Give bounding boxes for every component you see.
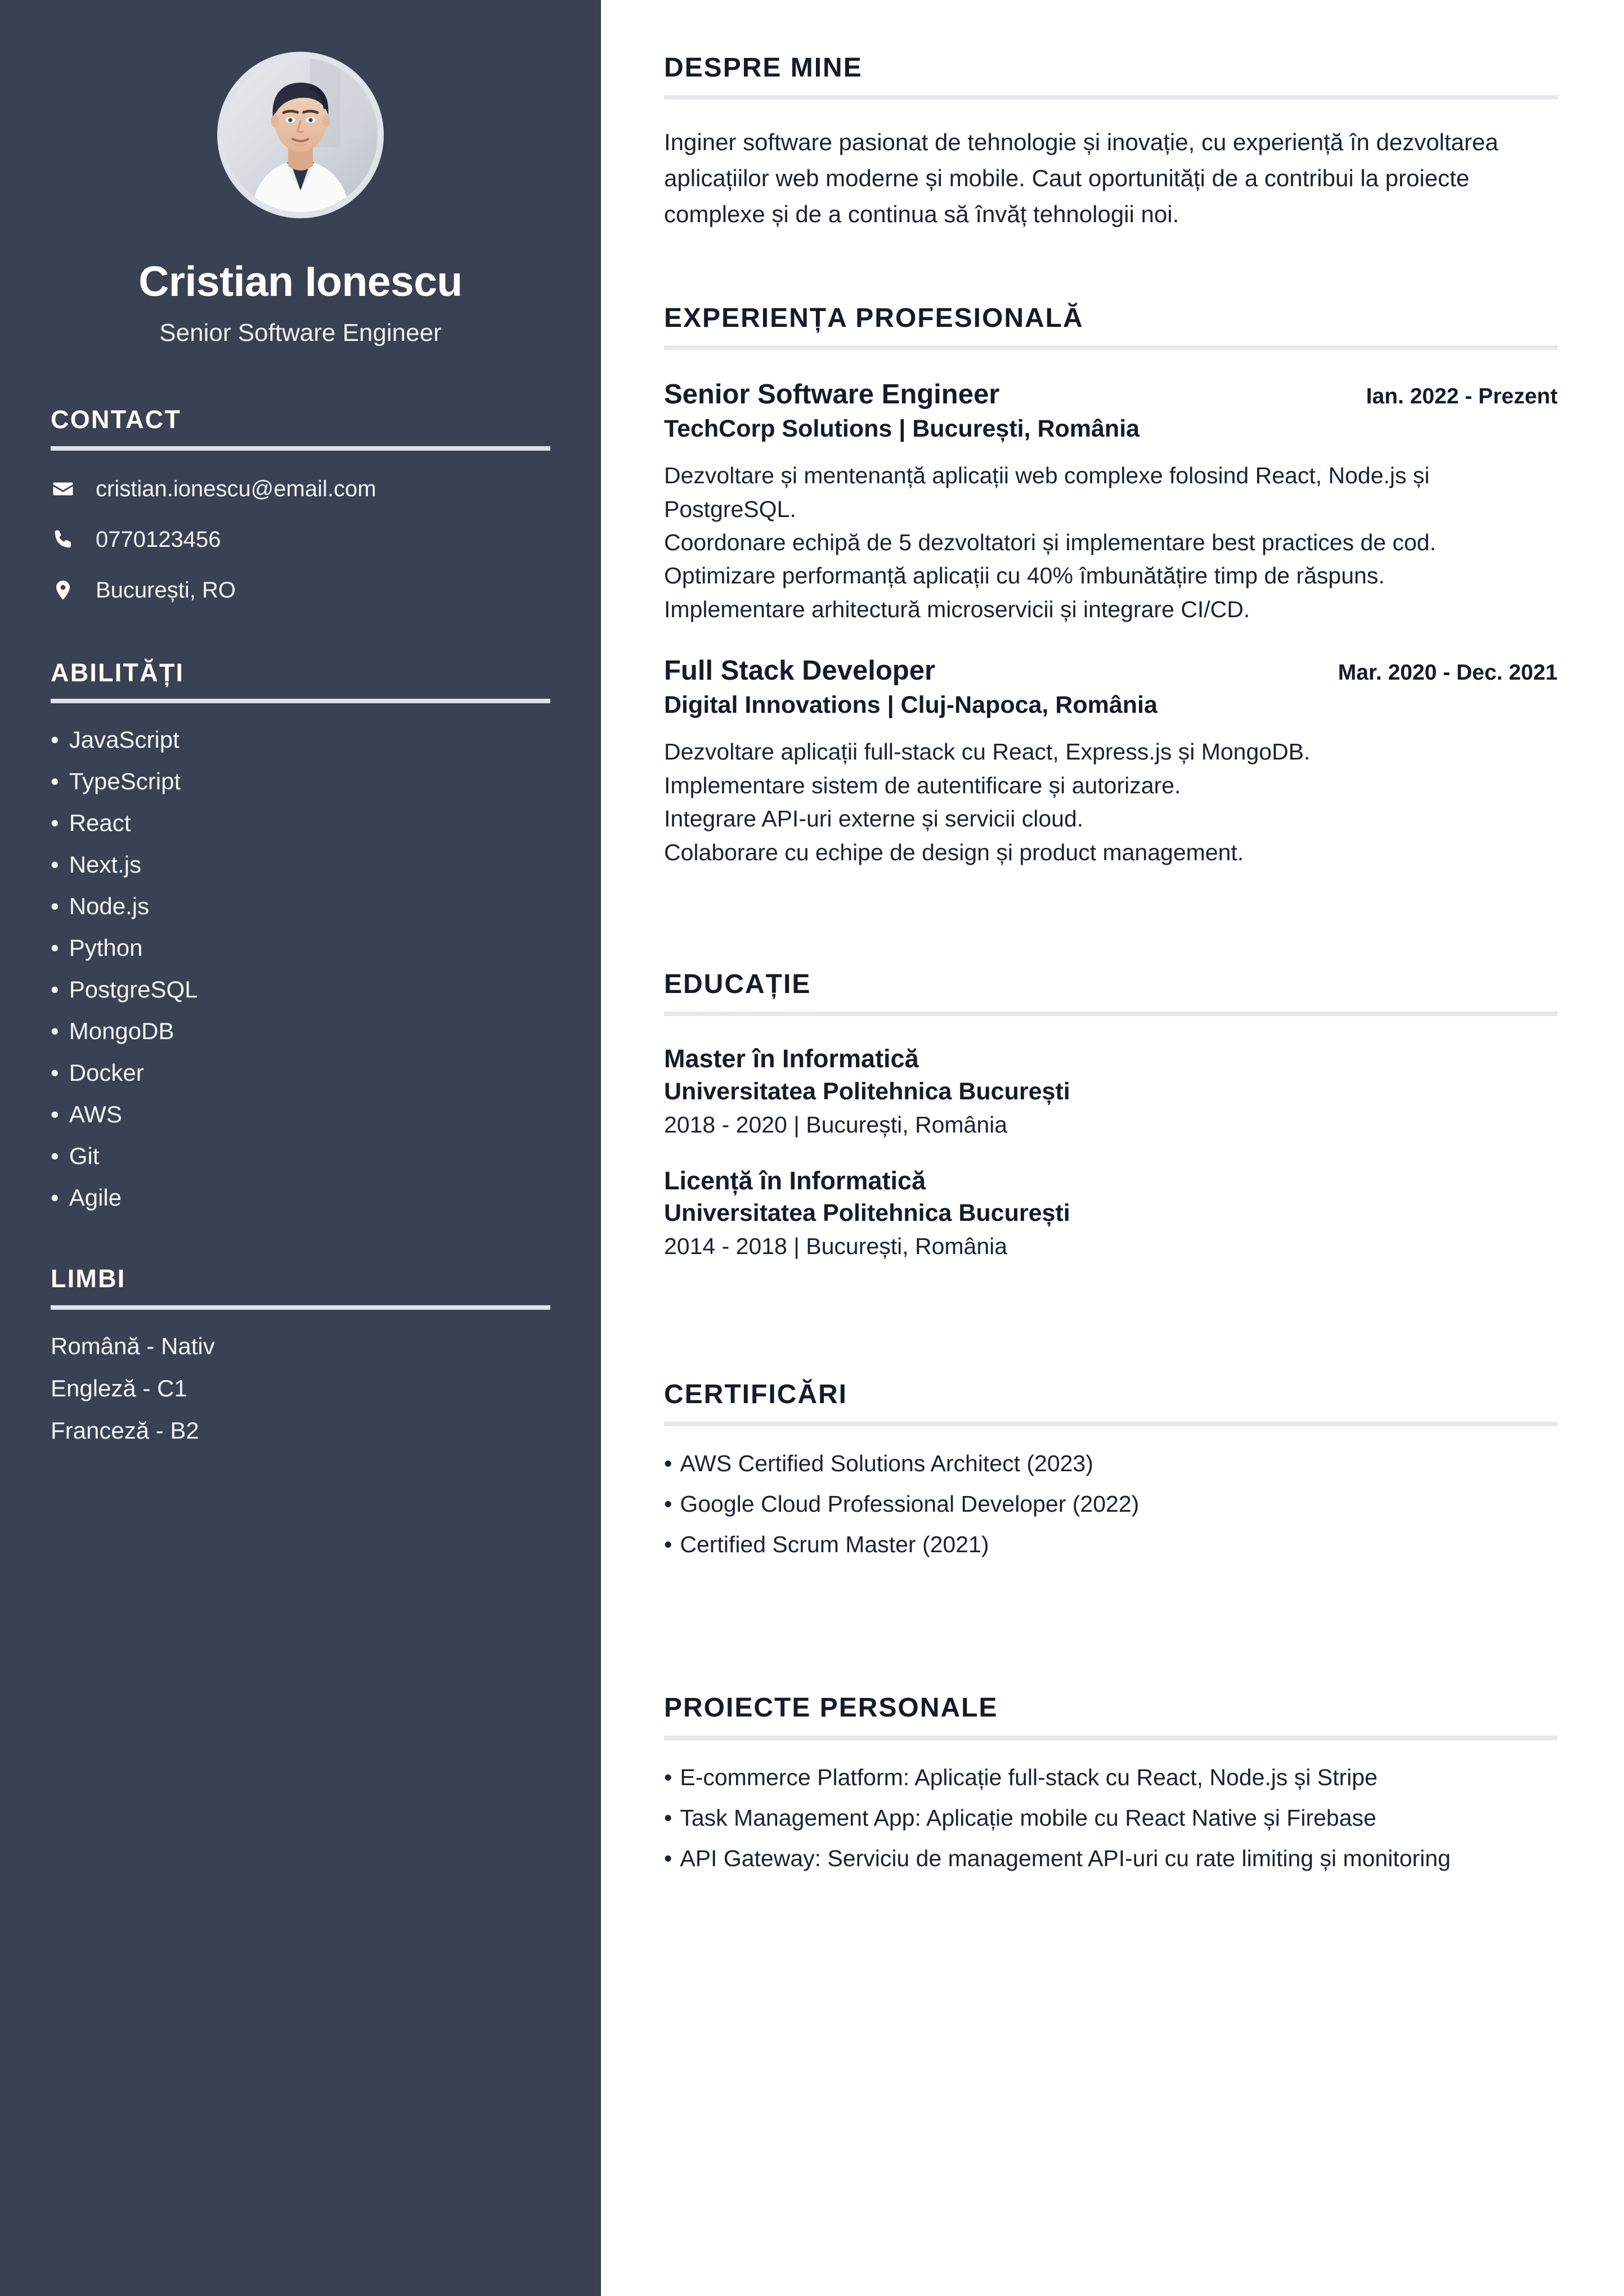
bullet-glyph: • <box>664 1764 672 1790</box>
about-text: Inginer software pasionat de tehnologie și inovație, cu experiență în dezvoltarea aplicațiilor web moderne și mobile. Caut oportunități de a contribui la proiecte complexe și de a continua să învăț tehnologii noi. <box>664 129 1499 228</box>
experience-entry <box>664 379 1558 626</box>
list-item <box>664 1533 1558 1556</box>
skill-label: Node.js <box>69 893 150 919</box>
certifications-section <box>664 1381 1558 1556</box>
about-heading: DESPRE MINE <box>664 53 863 83</box>
list-item <box>664 1804 1558 1831</box>
experience-section <box>664 304 1558 869</box>
list-item <box>51 811 550 835</box>
education-heading: EDUCAȚIE <box>664 969 811 999</box>
job-description-line: Implementare sistem de autentificare și autorizare. <box>664 772 1181 798</box>
projects-section <box>664 1694 1558 1870</box>
languages-list <box>51 1332 550 1444</box>
skills-list <box>51 728 550 1210</box>
list-item-label: API Gateway: Serviciu de management API-uri cu rate limiting și monitoring <box>680 1845 1451 1871</box>
job-title: Senior Software Engineer <box>664 379 1000 410</box>
job-description-line: Dezvoltare aplicații full-stack cu React, Express.js și MongoDB. <box>664 739 1311 765</box>
bullet-glyph: • <box>51 976 59 1003</box>
list-item-label: Google Cloud Professional Developer (2022) <box>680 1491 1140 1517</box>
job-title: Full Stack Developer <box>664 655 936 686</box>
bullet-glyph: • <box>51 934 59 961</box>
job-role-subtitle: Senior Software Engineer <box>159 319 442 347</box>
experience-entry <box>664 655 1558 869</box>
list-item <box>51 853 550 877</box>
skill-label: Next.js <box>69 851 142 878</box>
contact-location-value: București, RO <box>96 577 236 603</box>
education-meta: 2014 - 2018 | București, România <box>664 1233 1008 1260</box>
experience-list <box>664 379 1558 869</box>
experience-heading: EXPERIENȚA PROFESIONALĂ <box>664 303 1084 333</box>
list-item-label: E-commerce Platform: Aplicație full-stack cu React, Node.js și Stripe <box>680 1764 1378 1790</box>
list-item <box>664 1847 1558 1870</box>
bullet-glyph: • <box>51 810 59 836</box>
experience-entry-header <box>664 379 1558 410</box>
bullet-glyph: • <box>51 1101 59 1127</box>
spacer <box>664 1260 1558 1381</box>
list-item <box>51 936 550 960</box>
skills-divider <box>51 699 550 703</box>
skills-section <box>51 659 550 1210</box>
bullet-glyph: • <box>51 1184 59 1211</box>
job-description-line: Dezvoltare și mentenanță aplicații web complexe folosind React, Node.js și PostgreSQL. <box>664 462 1430 522</box>
spacer <box>664 232 1558 304</box>
about-divider <box>664 95 1558 100</box>
list-item: Franceză - B2 <box>51 1417 199 1444</box>
list-item: Română - Nativ <box>51 1332 215 1359</box>
skill-label: React <box>69 810 131 836</box>
bullet-glyph: • <box>664 1450 672 1477</box>
education-entry <box>664 1166 1558 1260</box>
projects-divider <box>664 1736 1558 1740</box>
list-item-label: AWS Certified Solutions Architect (2023) <box>680 1450 1093 1477</box>
portrait-photo-icon <box>223 58 378 212</box>
job-dates: Ian. 2022 - Prezent <box>1366 384 1558 409</box>
education-school: Universitatea Politehnica București <box>664 1199 1070 1227</box>
main-content <box>601 0 1624 2296</box>
education-list <box>664 1044 1558 1260</box>
sidebar <box>0 0 601 2296</box>
skill-label: Git <box>69 1143 100 1169</box>
bullet-glyph: • <box>664 1845 672 1871</box>
job-description <box>664 735 1558 869</box>
certifications-heading: CERTIFICĂRI <box>664 1379 847 1409</box>
contact-section <box>51 406 550 604</box>
list-item <box>51 770 550 793</box>
list-item-label: Task Management App: Aplicație mobile cu React Native și Firebase <box>680 1804 1376 1831</box>
projects-list <box>664 1766 1558 1870</box>
avatar <box>217 52 384 218</box>
education-divider <box>664 1012 1558 1016</box>
contact-location[interactable] <box>51 577 550 604</box>
education-degree: Master în Informatică <box>664 1044 919 1073</box>
contact-phone[interactable] <box>51 526 550 553</box>
list-item <box>51 1061 550 1085</box>
page-title: Cristian Ionescu <box>138 258 463 305</box>
list-item-label: Certified Scrum Master (2021) <box>680 1531 989 1558</box>
skill-label: Python <box>69 934 143 961</box>
job-company: Digital Innovations | Cluj-Napoca, România <box>664 691 1158 719</box>
list-item <box>664 1452 1558 1475</box>
job-description <box>664 459 1558 626</box>
contact-divider <box>51 446 550 451</box>
skill-label: MongoDB <box>69 1018 174 1044</box>
skills-heading: ABILITĂȚI <box>51 658 185 687</box>
envelope-icon <box>51 478 75 500</box>
avatar-container <box>51 52 550 218</box>
education-section <box>664 970 1558 1260</box>
experience-divider <box>664 345 1558 350</box>
list-item: Engleză - C1 <box>51 1374 187 1401</box>
contact-phone-value: 0770123456 <box>96 527 221 552</box>
bullet-glyph: • <box>51 1143 59 1169</box>
job-description-line: Optimizare performanță aplicații cu 40% îmbunătățire timp de răspuns. <box>664 563 1385 589</box>
bullet-glyph: • <box>51 851 59 878</box>
languages-heading: LIMBI <box>51 1264 126 1293</box>
certifications-list <box>664 1452 1558 1556</box>
certifications-divider <box>664 1422 1558 1426</box>
bullet-glyph: • <box>51 768 59 794</box>
list-item <box>664 1493 1558 1516</box>
education-meta: 2018 - 2020 | București, România <box>664 1111 1008 1138</box>
projects-heading: PROIECTE PERSONALE <box>664 1693 998 1723</box>
list-item <box>51 978 550 1001</box>
education-degree: Licență în Informatică <box>664 1166 926 1196</box>
bullet-glyph: • <box>664 1531 672 1558</box>
bullet-glyph: • <box>664 1491 672 1517</box>
list-item <box>664 1766 1558 1789</box>
job-description-line: Coordonare echipă de 5 dezvoltatori și implementare best practices de cod. <box>664 529 1436 556</box>
contact-heading: CONTACT <box>51 405 182 434</box>
spacer <box>664 869 1558 970</box>
bullet-glyph: • <box>51 1059 59 1086</box>
spacer <box>664 1574 1558 1694</box>
bullet-glyph: • <box>51 893 59 919</box>
bullet-glyph: • <box>51 726 59 753</box>
contact-email-value: cristian.ionescu@email.com <box>96 476 376 501</box>
skill-label: PostgreSQL <box>69 976 198 1003</box>
education-entry <box>664 1044 1558 1138</box>
list-item <box>51 1144 550 1168</box>
languages-section <box>51 1265 550 1443</box>
experience-entry-header <box>664 655 1558 686</box>
job-description-line: Colaborare cu echipe de design și product management. <box>664 839 1244 865</box>
job-company: TechCorp Solutions | București, România <box>664 415 1140 443</box>
job-description-line: Integrare API-uri externe și servicii cloud. <box>664 806 1084 832</box>
contact-email[interactable] <box>51 475 550 502</box>
phone-icon <box>51 528 75 551</box>
job-dates: Mar. 2020 - Dec. 2021 <box>1338 661 1558 685</box>
job-description-line: Implementare arhitectură microservicii și integrare CI/CD. <box>664 596 1250 622</box>
skill-label: AWS <box>69 1101 122 1127</box>
location-pin-icon <box>51 579 75 601</box>
languages-divider <box>51 1305 550 1310</box>
list-item <box>51 1103 550 1126</box>
bullet-glyph: • <box>51 1018 59 1044</box>
skill-label: Docker <box>69 1059 144 1086</box>
skill-label: JavaScript <box>69 726 180 753</box>
bullet-glyph: • <box>664 1804 672 1831</box>
list-item <box>51 728 550 752</box>
about-section <box>664 54 1558 232</box>
skill-label: Agile <box>69 1184 122 1211</box>
list-item <box>51 1186 550 1210</box>
list-item <box>51 895 550 918</box>
skill-label: TypeScript <box>69 768 181 794</box>
education-school: Universitatea Politehnica București <box>664 1077 1070 1105</box>
list-item <box>51 1019 550 1043</box>
